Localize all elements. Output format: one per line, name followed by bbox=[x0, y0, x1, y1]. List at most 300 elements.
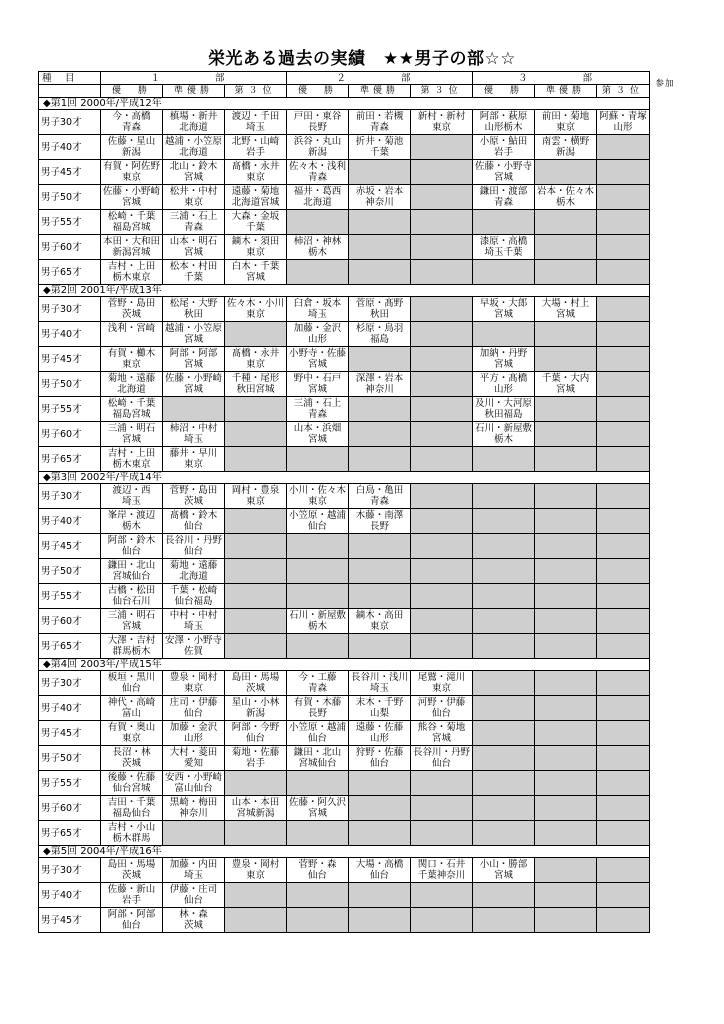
player-names: 長谷川・浅川 bbox=[350, 672, 408, 683]
prefecture: 福島 bbox=[369, 334, 389, 345]
result-cell bbox=[349, 484, 411, 509]
player-names: 山本・明石 bbox=[169, 236, 218, 247]
participation-cell-empty bbox=[650, 110, 681, 135]
empty-result-cell bbox=[473, 584, 535, 609]
result-cell bbox=[101, 347, 163, 372]
participation-cell-empty bbox=[650, 534, 681, 559]
empty-result-cell bbox=[473, 559, 535, 584]
player-names: 菅野・森 bbox=[298, 859, 337, 870]
empty-result-cell bbox=[411, 771, 473, 796]
empty-result-cell bbox=[535, 210, 597, 235]
empty-result-cell bbox=[473, 447, 535, 472]
player-names: 北野・山崎 bbox=[231, 136, 280, 147]
prefecture: 東京 bbox=[431, 122, 451, 133]
result-cell bbox=[473, 297, 535, 322]
prefecture: 山形栃木 bbox=[484, 122, 523, 133]
result-cell bbox=[101, 509, 163, 534]
result-cell bbox=[225, 372, 287, 397]
result-cell bbox=[597, 110, 650, 135]
player-names: 豊泉・岡村 bbox=[231, 859, 280, 870]
prefecture: 福島宮城 bbox=[112, 222, 151, 233]
prefecture: 埼玉 bbox=[307, 309, 327, 320]
result-cell bbox=[473, 347, 535, 372]
result-cell bbox=[225, 746, 287, 771]
result-cell bbox=[163, 235, 225, 260]
player-names: 小原・鮎田 bbox=[479, 136, 528, 147]
result-cell bbox=[225, 347, 287, 372]
result-cell bbox=[287, 746, 349, 771]
prefecture: 栃木 bbox=[555, 197, 575, 208]
section-heading: ◆第4回 2003年/平成15年 bbox=[39, 659, 650, 671]
player-names: 髙橋・鈴木 bbox=[169, 510, 218, 521]
age-category-cell: 男子45才 bbox=[39, 160, 101, 185]
result-cell bbox=[101, 135, 163, 160]
empty-result-cell bbox=[287, 771, 349, 796]
player-names: 前田・若槻 bbox=[355, 111, 404, 122]
empty-result-cell bbox=[597, 372, 650, 397]
prefecture: 青森 bbox=[493, 197, 513, 208]
empty-result-cell bbox=[225, 883, 287, 908]
prefecture: 青森 bbox=[307, 683, 327, 694]
age-category-cell: 男子30才 bbox=[39, 110, 101, 135]
player-names: 浅利・宮崎 bbox=[107, 323, 156, 334]
prefecture: 埼玉 bbox=[183, 870, 203, 881]
empty-result-cell bbox=[473, 821, 535, 846]
player-names: 豊泉・岡村 bbox=[169, 672, 218, 683]
player-names: 吉村・上田 bbox=[107, 261, 156, 272]
player-names: 林・森 bbox=[179, 909, 208, 920]
empty-result-cell bbox=[349, 584, 411, 609]
prefecture: 栃木 bbox=[493, 434, 513, 445]
empty-result-cell bbox=[535, 484, 597, 509]
prefecture: 埼玉 bbox=[183, 621, 203, 632]
result-cell bbox=[473, 185, 535, 210]
prefecture: 東京 bbox=[245, 496, 265, 507]
player-names: 山本・本田 bbox=[231, 797, 280, 808]
result-cell bbox=[287, 347, 349, 372]
prefecture: 宮城 bbox=[121, 434, 141, 445]
empty-result-cell bbox=[535, 696, 597, 721]
result-cell bbox=[163, 908, 225, 933]
prefecture: 千葉 bbox=[183, 272, 203, 283]
player-names: 遠藤・佐藤 bbox=[355, 722, 404, 733]
result-cell bbox=[163, 297, 225, 322]
prefecture: 福島仙台 bbox=[112, 808, 151, 819]
result-cell bbox=[473, 858, 535, 883]
empty-result-cell bbox=[597, 260, 650, 285]
result-cell bbox=[101, 883, 163, 908]
prefecture: 宮城 bbox=[493, 870, 513, 881]
result-cell bbox=[411, 858, 473, 883]
result-cell bbox=[101, 397, 163, 422]
player-names: 松尾・大野 bbox=[169, 298, 218, 309]
empty-result-cell bbox=[535, 634, 597, 659]
result-cell bbox=[287, 110, 349, 135]
prefecture: 宮城仙台 bbox=[298, 758, 337, 769]
empty-result-cell bbox=[287, 883, 349, 908]
empty-result-cell bbox=[473, 908, 535, 933]
empty-result-cell bbox=[287, 908, 349, 933]
result-cell bbox=[473, 160, 535, 185]
result-cell bbox=[349, 696, 411, 721]
prefecture: 神奈川 bbox=[365, 197, 394, 208]
empty-result-cell bbox=[597, 858, 650, 883]
empty-result-cell bbox=[225, 634, 287, 659]
player-names: 吉村・上田 bbox=[107, 448, 156, 459]
empty-result-cell bbox=[225, 584, 287, 609]
prefecture: 宮城 bbox=[183, 334, 203, 345]
player-names: 鎌田・北山 bbox=[107, 560, 156, 571]
result-cell bbox=[163, 534, 225, 559]
player-names: 有賀・櫛木 bbox=[107, 348, 156, 359]
player-names: 大村・菱田 bbox=[169, 747, 218, 758]
empty-result-cell bbox=[225, 908, 287, 933]
prefecture: 東京 bbox=[245, 247, 265, 258]
empty-result-cell bbox=[535, 447, 597, 472]
participation-cell-empty bbox=[650, 285, 681, 297]
empty-result-cell bbox=[535, 235, 597, 260]
empty-result-cell bbox=[349, 347, 411, 372]
result-cell bbox=[101, 260, 163, 285]
result-cell bbox=[163, 584, 225, 609]
player-names: 柿沼・神林 bbox=[293, 236, 342, 247]
player-names: 本田・大和田 bbox=[102, 236, 160, 247]
player-names: 越浦・小笠原 bbox=[164, 323, 222, 334]
player-names: 峯岸・渡辺 bbox=[107, 510, 156, 521]
empty-result-cell bbox=[225, 422, 287, 447]
prefecture: 宮城 bbox=[431, 733, 451, 744]
result-cell bbox=[101, 422, 163, 447]
category-header: 種 目 bbox=[39, 72, 101, 85]
empty-result-cell bbox=[287, 447, 349, 472]
player-names: 髙橋・永井 bbox=[231, 161, 280, 172]
prefecture: 仙台 bbox=[183, 546, 203, 557]
empty-result-cell bbox=[349, 447, 411, 472]
empty-result-cell bbox=[535, 821, 597, 846]
player-names: 関口・石井 bbox=[417, 859, 466, 870]
prefecture: 宮城 bbox=[307, 359, 327, 370]
empty-result-cell bbox=[597, 447, 650, 472]
empty-result-cell bbox=[597, 297, 650, 322]
player-names: 加納・丹野 bbox=[479, 348, 528, 359]
prefecture: 仙台 bbox=[431, 708, 451, 719]
player-names: 小笠原・越浦 bbox=[288, 510, 346, 521]
result-cell bbox=[411, 671, 473, 696]
player-names: 佐藤・小野寺 bbox=[474, 161, 532, 172]
player-names: 千葉・大内 bbox=[541, 373, 590, 384]
empty-result-cell bbox=[411, 185, 473, 210]
result-cell bbox=[101, 908, 163, 933]
player-names: 鏑木・須田 bbox=[231, 236, 280, 247]
player-names: 早坂・大郎 bbox=[479, 298, 528, 309]
empty-result-cell bbox=[225, 771, 287, 796]
empty-result-cell bbox=[597, 609, 650, 634]
prefecture: 東京 bbox=[369, 621, 389, 632]
result-cell bbox=[101, 746, 163, 771]
player-names: 神代・高崎 bbox=[107, 697, 156, 708]
prefecture: 仙台福島 bbox=[174, 596, 213, 607]
player-names: 菊地・佐藤 bbox=[231, 747, 280, 758]
prefecture: 宮城 bbox=[183, 359, 203, 370]
result-cell bbox=[473, 397, 535, 422]
player-names: 佐藤・新山 bbox=[107, 884, 156, 895]
prefecture: 富山 bbox=[121, 708, 141, 719]
player-names: 野中・石戸 bbox=[293, 373, 342, 384]
table-row bbox=[39, 509, 681, 534]
table-row bbox=[39, 908, 681, 933]
participation-cell-empty bbox=[650, 858, 681, 883]
age-category-cell: 男子60才 bbox=[39, 235, 101, 260]
age-category-cell: 男子45才 bbox=[39, 347, 101, 372]
prefecture: 佐賀 bbox=[183, 646, 203, 657]
prefecture: 仙台 bbox=[431, 758, 451, 769]
empty-result-cell bbox=[597, 484, 650, 509]
participation-header: 参加 bbox=[650, 72, 681, 98]
player-names: 越浦・小笠原 bbox=[164, 136, 222, 147]
player-names: 阿部・阿部 bbox=[107, 909, 156, 920]
empty-result-cell bbox=[411, 509, 473, 534]
empty-result-cell bbox=[597, 422, 650, 447]
table-row bbox=[39, 883, 681, 908]
prefecture: 東京 bbox=[245, 309, 265, 320]
result-cell bbox=[163, 372, 225, 397]
prefecture: 北海道宮城 bbox=[231, 197, 280, 208]
section-heading: ◆第2回 2001年/平成13年 bbox=[39, 285, 650, 297]
participation-cell-empty bbox=[650, 721, 681, 746]
empty-result-cell bbox=[225, 397, 287, 422]
group-header-1: １ 部 bbox=[101, 72, 287, 85]
group-header-2: ２ 部 bbox=[287, 72, 473, 85]
prefecture: 仙台 bbox=[369, 870, 389, 881]
prefecture: 埼玉 bbox=[245, 122, 265, 133]
prefecture: 東京 bbox=[121, 359, 141, 370]
participation-cell-empty bbox=[650, 447, 681, 472]
table-row bbox=[39, 696, 681, 721]
empty-result-cell bbox=[473, 771, 535, 796]
prefecture: 栃木 bbox=[307, 247, 327, 258]
empty-result-cell bbox=[597, 634, 650, 659]
prefecture: 東京 bbox=[307, 496, 327, 507]
age-category-cell: 男子65才 bbox=[39, 821, 101, 846]
prefecture: 東京 bbox=[431, 683, 451, 694]
participation-cell-empty bbox=[650, 746, 681, 771]
participation-cell-empty bbox=[650, 422, 681, 447]
age-category-cell: 男子40才 bbox=[39, 322, 101, 347]
prefecture: 仙台 bbox=[183, 521, 203, 532]
header-row-places bbox=[39, 85, 681, 98]
prefecture: 仙台 bbox=[183, 895, 203, 906]
player-names: 小笠原・越浦 bbox=[288, 722, 346, 733]
result-cell bbox=[349, 185, 411, 210]
result-cell bbox=[163, 721, 225, 746]
prefecture: 仙台 bbox=[245, 733, 265, 744]
prefecture: 東京 bbox=[555, 122, 575, 133]
result-cell bbox=[163, 110, 225, 135]
prefecture: 山形 bbox=[369, 733, 389, 744]
result-cell bbox=[163, 509, 225, 534]
empty-result-cell bbox=[597, 322, 650, 347]
result-cell bbox=[101, 771, 163, 796]
age-category-cell: 男子40才 bbox=[39, 883, 101, 908]
empty-result-cell bbox=[349, 397, 411, 422]
empty-result-cell bbox=[597, 534, 650, 559]
empty-result-cell bbox=[535, 322, 597, 347]
table-row bbox=[39, 210, 681, 235]
player-names: 菊地・遠藤 bbox=[107, 373, 156, 384]
result-cell bbox=[287, 609, 349, 634]
prefecture: 東京 bbox=[121, 733, 141, 744]
result-cell bbox=[163, 858, 225, 883]
result-cell bbox=[349, 110, 411, 135]
empty-result-cell bbox=[411, 422, 473, 447]
player-names: 佐々木・小川 bbox=[226, 298, 284, 309]
result-cell bbox=[287, 297, 349, 322]
age-category-cell: 男子50才 bbox=[39, 185, 101, 210]
group-header-3: ３ 部 bbox=[473, 72, 650, 85]
empty-result-cell bbox=[411, 297, 473, 322]
player-names: 前田・菊地 bbox=[541, 111, 590, 122]
prefecture: 宮城 bbox=[183, 172, 203, 183]
participation-cell-empty bbox=[650, 796, 681, 821]
result-cell bbox=[163, 484, 225, 509]
result-cell bbox=[101, 322, 163, 347]
empty-result-cell bbox=[597, 746, 650, 771]
result-cell bbox=[163, 796, 225, 821]
prefecture: 北海道 bbox=[303, 197, 332, 208]
player-names: 菅原・髙野 bbox=[355, 298, 404, 309]
participation-cell-empty bbox=[650, 297, 681, 322]
result-cell bbox=[101, 160, 163, 185]
empty-result-cell bbox=[535, 422, 597, 447]
player-names: 狩野・佐藤 bbox=[355, 747, 404, 758]
prefecture: 群馬栃木 bbox=[112, 646, 151, 657]
player-names: 加藤・内田 bbox=[169, 859, 218, 870]
prefecture: 北海道 bbox=[179, 571, 208, 582]
prefecture: 福島宮城 bbox=[112, 409, 151, 420]
age-category-cell: 男子30才 bbox=[39, 858, 101, 883]
participation-cell-empty bbox=[650, 210, 681, 235]
prefecture: 秋田福島 bbox=[484, 409, 523, 420]
prefecture: 山形 bbox=[493, 384, 513, 395]
player-names: 加藤・金沢 bbox=[169, 722, 218, 733]
empty-result-cell bbox=[535, 534, 597, 559]
table-row bbox=[39, 534, 681, 559]
empty-result-cell bbox=[535, 908, 597, 933]
table-row bbox=[39, 160, 681, 185]
result-cell bbox=[473, 135, 535, 160]
result-cell bbox=[225, 297, 287, 322]
prefecture: 宮城 bbox=[121, 621, 141, 632]
player-names: 三浦・明石 bbox=[107, 610, 156, 621]
empty-result-cell bbox=[473, 322, 535, 347]
prefecture: 茨城 bbox=[121, 758, 141, 769]
empty-result-cell bbox=[287, 260, 349, 285]
player-names: 鎌田・渡部 bbox=[479, 186, 528, 197]
player-names: 長谷川・丹野 bbox=[164, 535, 222, 546]
result-cell bbox=[287, 185, 349, 210]
player-names: 熊谷・菊地 bbox=[417, 722, 466, 733]
prefecture: 埼玉千葉 bbox=[484, 247, 523, 258]
empty-result-cell bbox=[225, 534, 287, 559]
age-category-cell: 男子40才 bbox=[39, 696, 101, 721]
prefecture: 埼玉 bbox=[121, 496, 141, 507]
result-cell bbox=[287, 422, 349, 447]
result-cell bbox=[349, 721, 411, 746]
participation-cell-empty bbox=[650, 908, 681, 933]
empty-result-cell bbox=[349, 771, 411, 796]
result-cell bbox=[535, 185, 597, 210]
result-cell bbox=[101, 671, 163, 696]
section-heading: ◆第1回 2000年/平成12年 bbox=[39, 98, 650, 110]
age-category-cell: 男子65才 bbox=[39, 447, 101, 472]
player-names: 長谷川・丹野 bbox=[412, 747, 470, 758]
results-body bbox=[39, 98, 681, 933]
player-names: 松崎・千葉 bbox=[107, 211, 156, 222]
empty-result-cell bbox=[287, 210, 349, 235]
prefecture: 栃木 bbox=[307, 621, 327, 632]
empty-result-cell bbox=[411, 908, 473, 933]
age-category-cell: 男子45才 bbox=[39, 721, 101, 746]
player-names: 有賀・奥山 bbox=[107, 722, 156, 733]
prefecture: 山形 bbox=[613, 122, 633, 133]
winner-header: 優 勝 bbox=[287, 85, 349, 98]
result-cell bbox=[225, 260, 287, 285]
result-cell bbox=[287, 858, 349, 883]
empty-result-cell bbox=[535, 397, 597, 422]
empty-result-cell bbox=[535, 858, 597, 883]
prefecture: 栃木群馬 bbox=[112, 833, 151, 844]
participation-cell-empty bbox=[650, 98, 681, 110]
empty-result-cell bbox=[411, 260, 473, 285]
result-cell bbox=[163, 609, 225, 634]
third-place-header: 第３位 bbox=[225, 85, 287, 98]
result-cell bbox=[225, 796, 287, 821]
result-cell bbox=[163, 447, 225, 472]
player-names: 中村・中村 bbox=[169, 610, 218, 621]
result-cell bbox=[101, 858, 163, 883]
empty-result-cell bbox=[535, 671, 597, 696]
prefecture: 仙台 bbox=[121, 683, 141, 694]
result-cell bbox=[101, 796, 163, 821]
empty-result-cell bbox=[411, 347, 473, 372]
player-names: 浜谷・丸山 bbox=[293, 136, 342, 147]
runner-up-header: 準優勝 bbox=[163, 85, 225, 98]
empty-result-cell bbox=[349, 210, 411, 235]
player-names: 伊藤・庄司 bbox=[169, 884, 218, 895]
player-names: 後藤・佐藤 bbox=[107, 772, 156, 783]
result-cell bbox=[101, 609, 163, 634]
prefecture: 東京 bbox=[245, 870, 265, 881]
player-names: 千葉・松崎 bbox=[169, 585, 218, 596]
empty-result-cell bbox=[349, 235, 411, 260]
prefecture: 千葉神奈川 bbox=[417, 870, 466, 881]
section-header-row bbox=[39, 285, 681, 297]
prefecture: 山形 bbox=[307, 334, 327, 345]
player-names: 三浦・石上 bbox=[169, 211, 218, 222]
prefecture: 秋田 bbox=[369, 309, 389, 320]
empty-result-cell bbox=[597, 771, 650, 796]
empty-result-cell bbox=[535, 771, 597, 796]
prefecture: 宮城 bbox=[307, 434, 327, 445]
result-cell bbox=[535, 372, 597, 397]
player-names: 有賀・阿佐野 bbox=[102, 161, 160, 172]
prefecture: 宮城 bbox=[493, 309, 513, 320]
empty-result-cell bbox=[411, 883, 473, 908]
empty-result-cell bbox=[535, 721, 597, 746]
table-row bbox=[39, 721, 681, 746]
table-row bbox=[39, 821, 681, 846]
empty-result-cell bbox=[163, 821, 225, 846]
